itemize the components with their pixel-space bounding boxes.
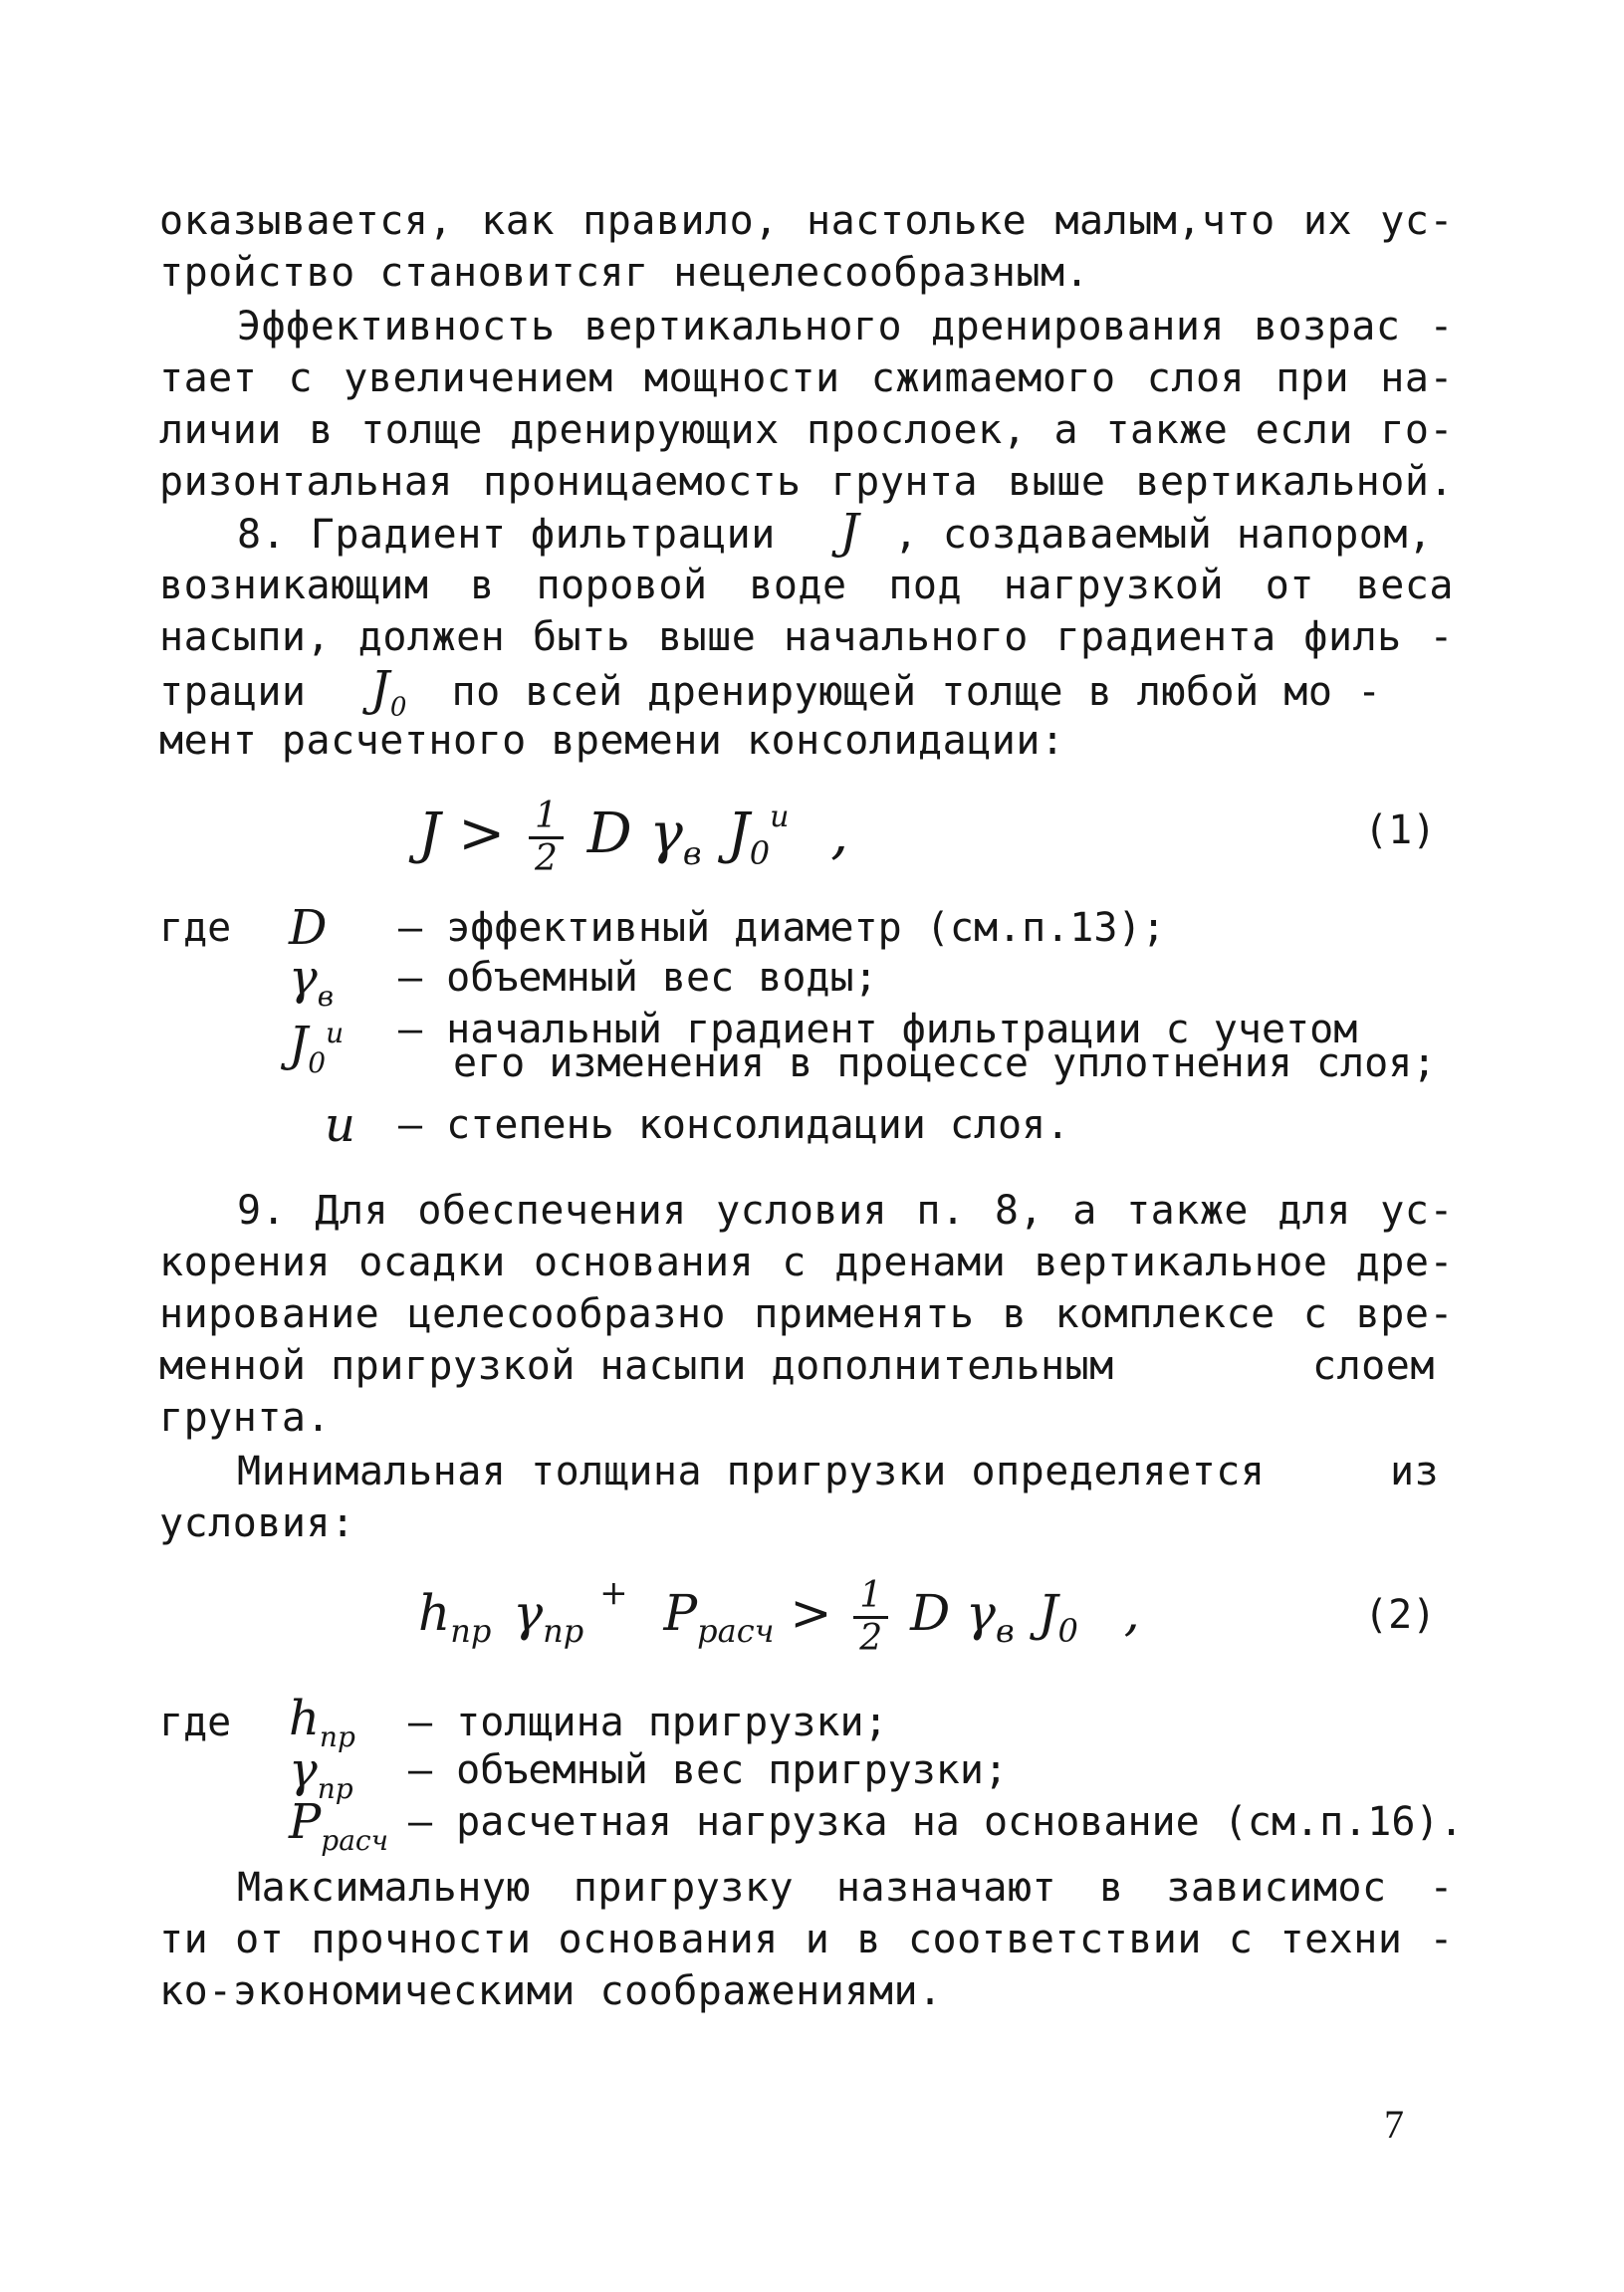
formula-1: J > $\frac{1}{2}$ D $\gamma_в$ $J_0^u$ , — [418, 796, 849, 879]
symbol-p-rasch: $P_{расч}$ — [289, 1794, 389, 1857]
fraction: $\frac{1}{2}$ — [853, 1576, 888, 1659]
where-label: где — [159, 905, 232, 951]
text-line: ризонтальная проницаемость грунта выше вертикальной. — [159, 459, 1454, 505]
symbol-h-pr: $h_{пр}$ — [289, 1691, 355, 1753]
where-label: где — [159, 1700, 232, 1745]
text-segment: , создаваемый напором, — [893, 512, 1433, 558]
definition: – толщина пригрузки; — [408, 1700, 888, 1745]
page-number: 7 — [1384, 2102, 1404, 2147]
text-line: возникающим в поровой воде под нагрузкой от веса — [159, 563, 1454, 608]
definition-continued: его изменения в процессе уплотнения слоя; — [453, 1040, 1437, 1086]
text-line: условия: — [159, 1500, 355, 1546]
definition: – объемный вес воды; — [398, 955, 878, 1001]
text-segment: трации — [159, 669, 307, 715]
definition: – эффективный диаметр (см.п.13); — [398, 905, 1166, 951]
text-line — [237, 1446, 1454, 1497]
text-line — [237, 506, 1454, 561]
text-line: оказывается, как правило, настольке малым,что их ус- — [159, 198, 1454, 244]
text-line: 9. Для обеспечения условия п. 8, а также для ус- — [237, 1188, 1454, 1234]
text-line — [159, 1340, 1454, 1392]
symbol-u: u — [325, 1097, 355, 1153]
fraction: $\frac{1}{2}$ — [529, 797, 564, 879]
symbol-gamma-w: $\gamma_в$ — [289, 950, 334, 1013]
text-line: ти от прочности основания и в соответствии с техни - — [159, 1917, 1454, 1962]
text-line: грунта. — [159, 1395, 332, 1441]
symbol-J0u: $J_0^u$ — [289, 1017, 345, 1079]
definition: – степень консолидации слоя. — [398, 1102, 1070, 1148]
text-segment: по всей дренирующей толще в любой мо - — [451, 669, 1382, 715]
equation-number: (2) — [1364, 1592, 1437, 1638]
definition: – начальный градиент фильтрации с учетом — [398, 1007, 1358, 1052]
text-line: тройство становитсяг нецелесообразным. — [159, 250, 1090, 296]
definition: – объемный вес пригрузки; — [408, 1747, 1009, 1793]
initial-gradient-symbol: $J_0$ — [370, 661, 407, 723]
text-segment: менной пригрузкой насыпи дополнительным — [159, 1343, 1114, 1389]
text-segment: 8. Градиент фильтрации — [237, 512, 776, 558]
text-line: насыпи, должен быть выше начального градиента филь - — [159, 614, 1454, 660]
symbol-D: D — [289, 900, 328, 956]
text-line: Максимальную пригрузку назначают в зависимос - — [237, 1865, 1454, 1911]
text-line: корения осадки основания с дренами вертикальное дре- — [159, 1240, 1454, 1285]
formula-2: $h_{пр}$ $\gamma_{пр}$ + $P_{расч}$ > $\frac{1}{2}$ D $\gamma_в$ $J_0$ , — [418, 1573, 1140, 1659]
text-line: ко-экономическими соображениями. — [159, 1968, 943, 2014]
equation-number: (1) — [1364, 807, 1437, 853]
text-line: тает с увеличением мощности сжиmaeмого слоя при на- — [159, 355, 1454, 401]
text-line: личии в толще дренирующих прослоек, а также если го- — [159, 407, 1454, 453]
symbol-gamma-pr: $\gamma_{пр}$ — [289, 1742, 353, 1805]
gradient-symbol: J — [839, 504, 860, 560]
text-segment: из — [1390, 1449, 1440, 1494]
definition: – расчетная нагрузка на основание (см.п.16). — [408, 1799, 1464, 1845]
text-segment: слоем — [1312, 1343, 1435, 1389]
text-line: нирование целесообразно применять в комплексе с вре- — [159, 1291, 1454, 1337]
text-line: мент расчетного времени консолидации: — [159, 718, 1065, 764]
text-segment: Минимальная толщина пригрузки определяется — [237, 1449, 1266, 1494]
text-line: Эффективность вертикального дренирования возрас - — [237, 304, 1454, 349]
